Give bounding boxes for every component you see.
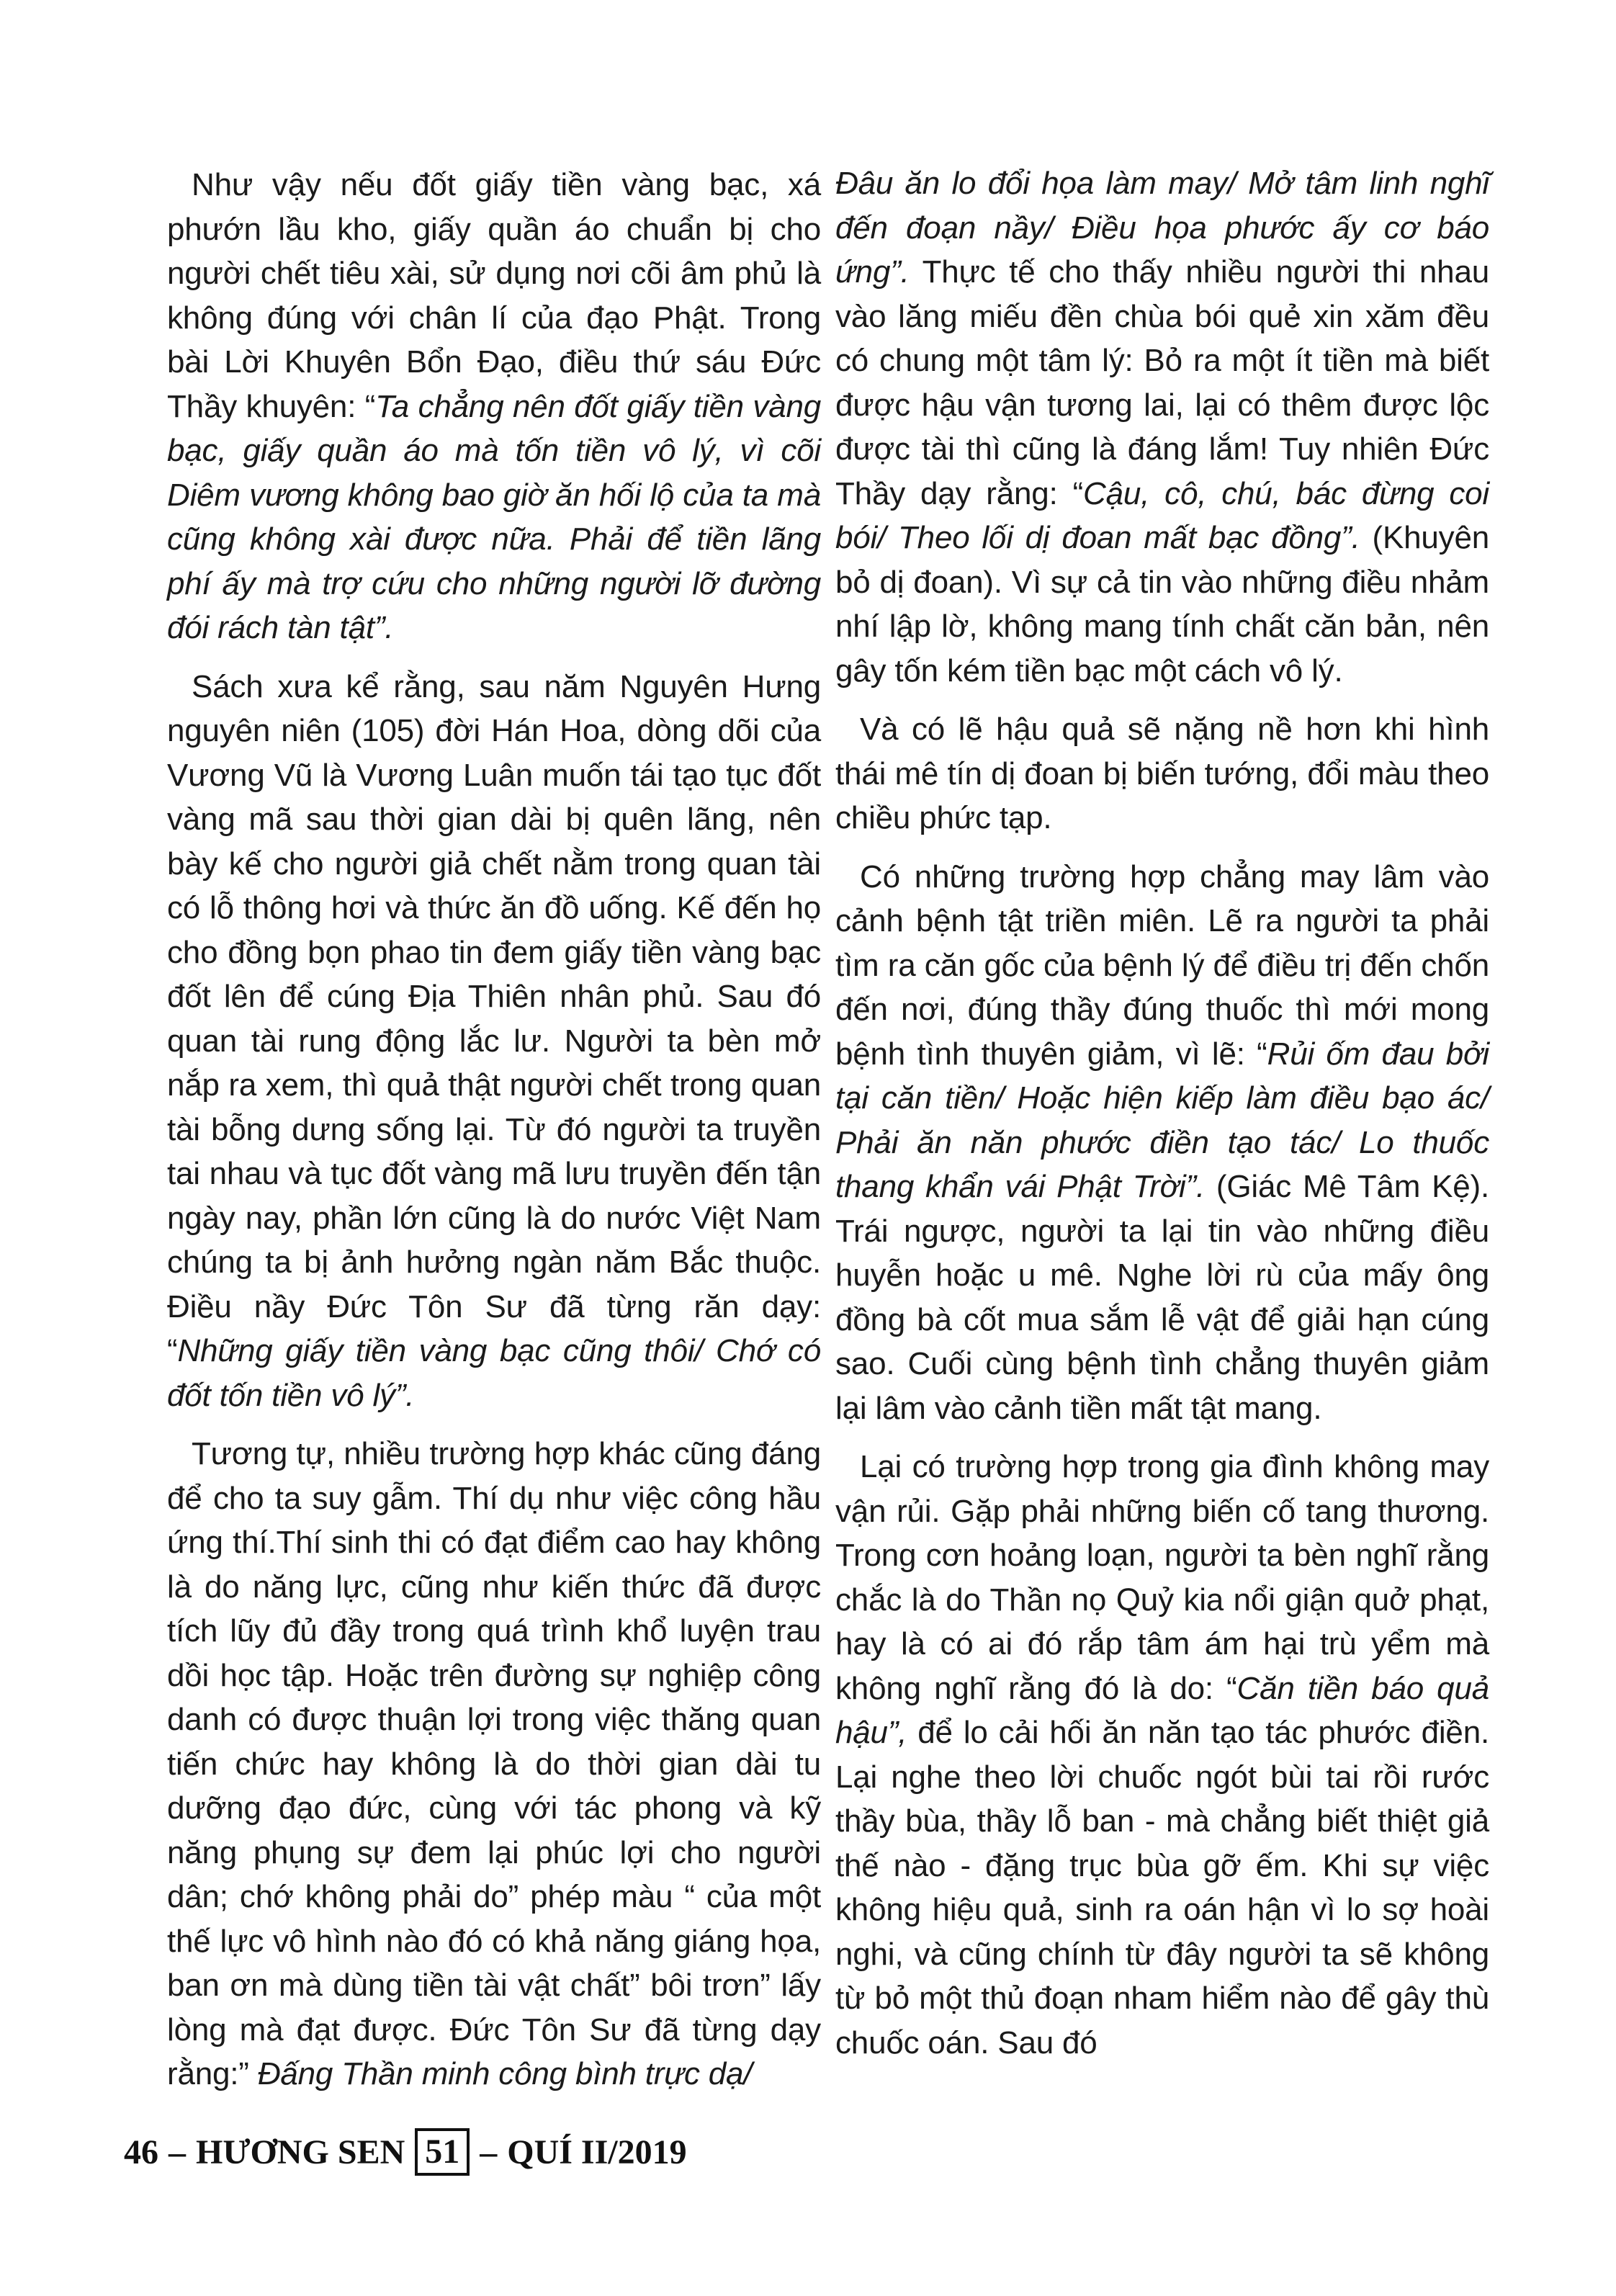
body-text: (Giác Mê Tâm Kệ). Trái ngược, người ta lại tin vào những điều huyễn hoặc u mê. Nghe lời rù của mấy ông đồng bà cốt mua sắm lễ vật để giải hạn cúng sao. Cuối cùng bệnh tình chẳng thuyên giảm lại lâm vào cảnh tiền mất tật mang.	[835, 1169, 1489, 1426]
issue-period: QUÍ II/2019	[507, 2133, 687, 2171]
body-text: Sách xưa kể rằng, sau năm Nguyên Hưng nguyên niên (105) đời Hán Hoa, dòng dõi của Vương Vũ là Vương Luân muốn tái tạo tục đốt vàng mã sau thời gian dài bị quên lãng, nên bày kế cho người giả chết nằm trong quan tài có lỗ thông hơi và thức ăn đồ uống. Kế đến họ cho đồng bọn phao tin đem giấy tiền vàng bạc đốt lên để cúng Địa Thiên nhân phủ. Sau đó quan tài rung động lắc lư. Người ta bèn mở nắp ra xem, thì quả thật người chết trong quan tài bỗng dưng sống lại. Từ đó người ta truyền tai nhau và tục đốt vàng mã lưu truyền đến tận ngày nay, phần lớn cũng là do nước Việt Nam chúng ta bị ảnh hưởng ngàn năm Bắc thuộc. Điều nầy Đức Tôn Sư đã từng răn dạy: “	[167, 668, 821, 1368]
paragraph	[835, 855, 1489, 1431]
quote-text: Đâu ăn lo đổi họa làm may/ Mở tâm linh nghĩ đến đoạn nầy/ Điều họa phước ấy cơ báo ứng”.	[835, 166, 1489, 290]
paragraph	[167, 163, 821, 650]
page-footer	[124, 2123, 687, 2181]
quote-text: Căn tiền báo quả hậu”,	[835, 1670, 1489, 1750]
right-column	[835, 161, 1489, 2079]
quote-text: Ta chẳng nên đốt giấy tiền vàng bạc, giấy quần áo mà tốn tiền vô lý, vì cõi Diêm vương không bao giờ ăn hối lộ của ta mà cũng không xài được nữa. Phải để tiền lãng phí ấy mà trợ cứu cho những người lỡ đường đói rách tàn tật”.	[167, 388, 821, 645]
paragraph	[167, 665, 821, 1418]
footer-dash: –	[480, 2133, 498, 2171]
quote-text: Đấng Thần minh công bình trực dạ/	[257, 2056, 753, 2091]
paragraph	[167, 1432, 821, 2097]
body-text: (Khuyên bỏ dị đoan). Vì sự cả tin vào những điều nhảm nhí lập lờ, không mang tính chất căn bản, nên gây tốn kém tiền bạc một cách vô lý.	[835, 520, 1489, 689]
paragraph	[835, 161, 1489, 693]
body-text: Thực tế cho thấy nhiều người thi nhau vào lăng miếu đền chùa bói quẻ xin xăm đều có chung một tâm lý: Bỏ ra một ít tiền mà biết được hậu vận tương lai, lại có thêm được lộc được tài thì cũng là đáng lắm! Tuy nhiên Đức Thầy dạy rằng: “	[835, 254, 1489, 511]
quote-text: Cậu, cô, chú, bác đừng coi bói/ Theo lối dị đoan mất bạc đồng”.	[835, 475, 1489, 555]
body-text: để lo cải hối ăn năn tạo tác phước điền. Lại nghe theo lời chuốc ngót bùi tai rồi rước thầy bùa, thầy lỗ ban - mà chẳng biết thiệt giả thế nào - đặng trục bùa gỡ ếm. Khi sự việc không hiệu quả, sinh ra oán hận vì lo sợ hoài nghi, và cũng chính từ đây người ta sẽ không từ bỏ một thủ đoạn nham hiểm nào để gây thù chuốc oán. Sau đó	[835, 1715, 1489, 2060]
body-text: Và có lẽ hậu quả sẽ nặng nề hơn khi hình thái mê tín dị đoan bị biến tướng, đổi màu theo chiều phức tạp.	[835, 712, 1489, 835]
footer-dash: –	[169, 2133, 186, 2171]
body-text: Như vậy nếu đốt giấy tiền vàng bạc, xá phướn lầu kho, giấy quần áo chuẩn bị cho người chết tiêu xài, sử dụng nơi cõi âm phủ là không đúng với chân lí của đạo Phật. Trong bài Lời Khuyên Bổn Đạo, điều thứ sáu Đức Thầy khuyên: “	[167, 167, 821, 424]
body-text: Lại có trường hợp trong gia đình không may vận rủi. Gặp phải những biến cố tang thương. Trong cơn hoảng loạn, người ta bèn nghĩ rằng chắc là do Thần nọ Quỷ kia nổi giận quở phạt, hay là có ai đó rắp tâm ám hại trù yểm mà không nghĩ rằng đó là do: “	[835, 1449, 1489, 1706]
paragraph	[835, 707, 1489, 840]
body-text: Tương tự, nhiều trường hợp khác cũng đáng để cho ta suy gẫm. Thí dụ như việc công hầu ứng thí.Thí sinh thi có đạt điểm cao hay không là do năng lực, cũng như kiến thức đã được tích lũy đủ đầy trong quá trình khổ luyện trau dồi học tập. Hoặc trên đường sự nghiệp công danh có được thuận lợi trong việc thăng quan tiến chức hay không là do thời gian dài tu dưỡng đạo đức, cùng với tác phong và kỹ năng phụng sự đem lại phúc lợi cho người dân; chớ không phải do” phép màu “ của một thế lực vô hình nào đó có khả năng giáng họa, ban ơn mà dùng tiền tài vật chất” bôi trơn” lấy lòng mà đạt được. Đức Tôn Sư đã từng dạy rằng:”	[167, 1436, 821, 2091]
issue-number-box: 51	[415, 2128, 470, 2176]
body-text: Có những trường hợp chẳng may lâm vào cảnh bệnh tật triền miên. Lẽ ra người ta phải tìm ra căn gốc của bệnh lý để điều trị đến chốn đến nơi, đúng thầy đúng thuốc thì mới mong bệnh tình thuyên giảm, vì lẽ: “	[835, 858, 1489, 1072]
left-column	[167, 163, 821, 2111]
quote-text: Rủi ốm đau bởi tại căn tiền/ Hoặc hiện kiếp làm điều bạo ác/ Phải ăn năn phước điền tạo tác/ Lo thuốc thang khẩn vái Phật Trời”.	[835, 1036, 1489, 1204]
page-number: 46	[124, 2133, 158, 2171]
magazine-title: HƯƠNG SEN	[196, 2133, 405, 2171]
paragraph	[835, 1445, 1489, 2065]
quote-text: Những giấy tiền vàng bạc cũng thôi/ Chớ có đốt tốn tiền vô lý”.	[167, 1333, 821, 1413]
